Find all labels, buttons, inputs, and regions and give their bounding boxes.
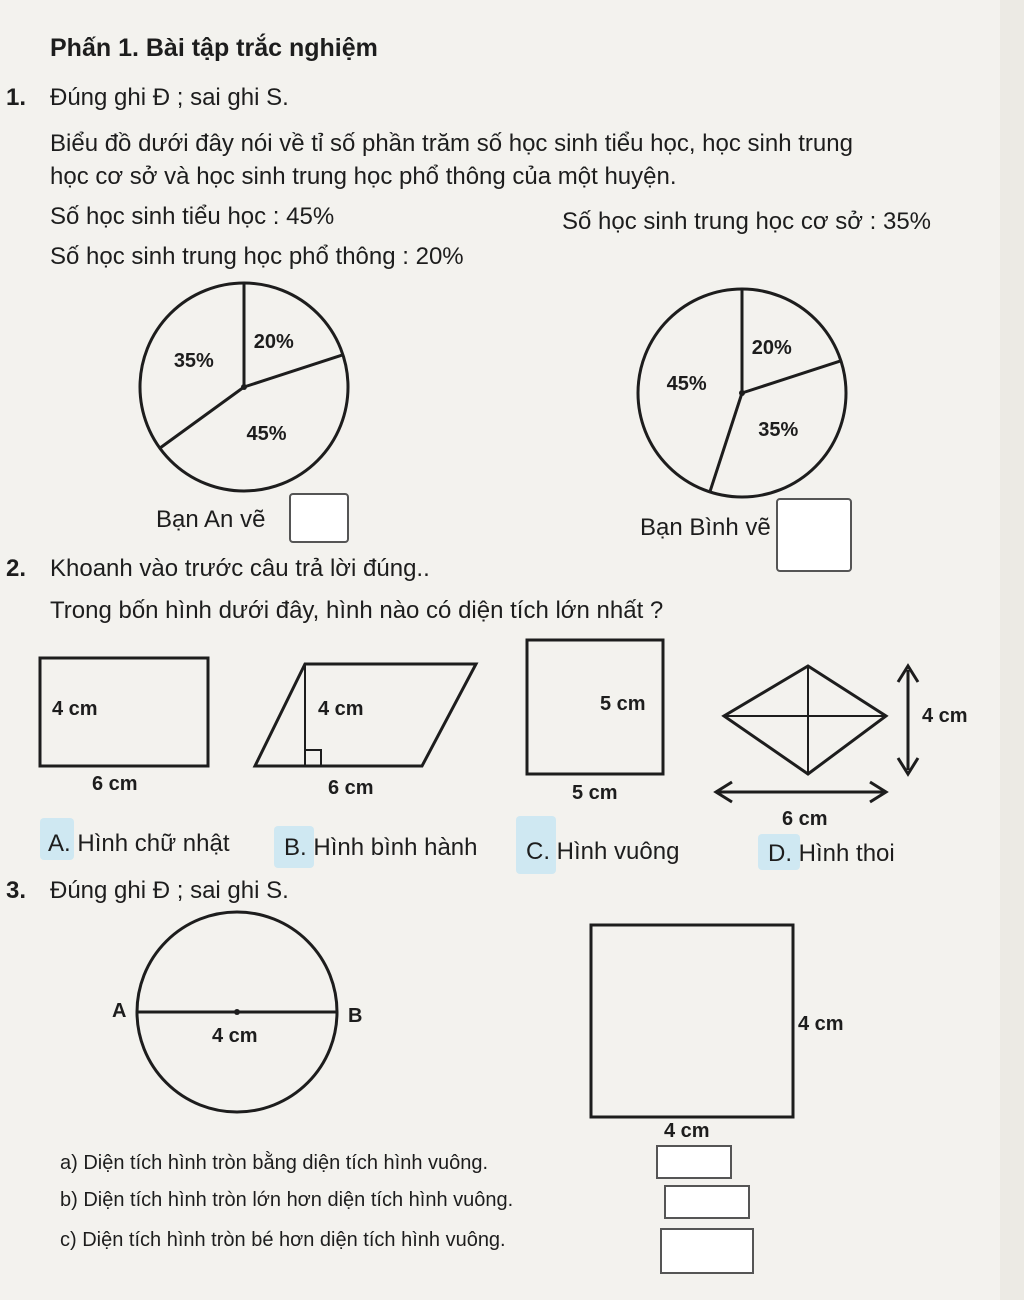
q2-instruction: Khoanh vào trước câu trả lời đúng.. bbox=[50, 555, 430, 582]
parallelogram-shape bbox=[255, 664, 476, 766]
q2-number: 2. bbox=[6, 555, 27, 582]
statement-c: c) Diện tích hình tròn bé hơn diện tích hình vuông. bbox=[60, 1229, 506, 1251]
statement-b: b) Diện tích hình tròn lớn hơn diện tích hình vuông. bbox=[60, 1189, 514, 1211]
q1-text-line2: học cơ sở và học sinh trung học phổ thông của một huyện. bbox=[50, 163, 677, 190]
q2-question: Trong bốn hình dưới đây, hình nào có diện tích lớn nhất ? bbox=[50, 597, 664, 624]
para-height-label: 4 cm bbox=[318, 698, 364, 720]
option-a[interactable] bbox=[48, 830, 230, 858]
point-b-label: B bbox=[348, 1005, 363, 1027]
pie-slice-border-an-2 bbox=[160, 387, 244, 448]
answer-box-binh[interactable] bbox=[776, 498, 852, 572]
q1-instruction: Đúng ghi Đ ; sai ghi S. bbox=[50, 84, 289, 111]
q1-text-line1: Biểu đồ dưới đây nói về tỉ số phần trăm số học sinh tiểu học, học sinh trung bbox=[50, 130, 853, 157]
circle-center bbox=[234, 1009, 240, 1015]
pie-label-an-0: 20% bbox=[253, 331, 294, 354]
chart-binh-caption: Bạn Bình vẽ bbox=[640, 514, 771, 541]
q3-instruction: Đúng ghi Đ ; sai ghi S. bbox=[50, 877, 289, 904]
pie-label-binh-1: 35% bbox=[758, 419, 799, 442]
rect-width-label: 6 cm bbox=[92, 773, 138, 795]
right-angle-mark bbox=[305, 750, 321, 766]
answer-box-a[interactable] bbox=[656, 1145, 732, 1179]
pie-chart-an bbox=[140, 283, 348, 491]
option-c-text: Hình vuông bbox=[556, 838, 680, 865]
pie-label-an-1: 45% bbox=[246, 423, 287, 446]
pie-slice-border-an-1 bbox=[244, 355, 343, 387]
q1-fact-high: Số học sinh trung học phổ thông : 20% bbox=[50, 243, 464, 270]
statement-a: a) Diện tích hình tròn bằng diện tích hình vuông. bbox=[60, 1152, 489, 1174]
answer-box-an[interactable] bbox=[289, 493, 349, 543]
pie-label-binh-0: 20% bbox=[751, 337, 792, 360]
q3-square-bottom-label: 4 cm bbox=[664, 1120, 710, 1142]
pie-label-binh-2: 45% bbox=[666, 372, 707, 395]
answer-box-c[interactable] bbox=[660, 1228, 754, 1274]
option-d-letter: D. bbox=[768, 840, 792, 867]
rect-height-label: 4 cm bbox=[52, 698, 98, 720]
pie-center-an bbox=[241, 384, 247, 390]
diameter-label: 4 cm bbox=[212, 1025, 258, 1047]
section-title: Phấn 1. Bài tập trắc nghiệm bbox=[50, 34, 378, 62]
chart-an-caption: Bạn An vẽ bbox=[156, 506, 266, 533]
q3-square-right-label: 4 cm bbox=[798, 1013, 844, 1035]
pie-slice-border-binh-1 bbox=[742, 361, 841, 393]
q3-number: 3. bbox=[6, 877, 27, 904]
option-b[interactable] bbox=[284, 834, 478, 862]
para-base-label: 6 cm bbox=[328, 777, 374, 799]
answer-box-b[interactable] bbox=[664, 1185, 750, 1219]
option-b-text: Hình bình hành bbox=[313, 834, 478, 861]
q1-fact-primary: Số học sinh tiểu học : 45% bbox=[50, 203, 335, 230]
q1-fact-middle: Số học sinh trung học cơ sở : 35% bbox=[562, 208, 931, 235]
rhombus-vertical-label: 4 cm bbox=[922, 705, 968, 727]
pie-label-an-2: 35% bbox=[173, 350, 214, 373]
option-c-letter: C. bbox=[526, 838, 550, 865]
option-d-text: Hình thoi bbox=[798, 840, 895, 867]
pie-slice-border-binh-2 bbox=[710, 393, 742, 492]
option-a-letter: A. bbox=[48, 830, 71, 857]
rhombus-shape bbox=[724, 666, 886, 774]
option-b-letter: B. bbox=[284, 834, 307, 861]
q3-square-shape bbox=[591, 925, 793, 1117]
rhombus-horizontal-label: 6 cm bbox=[782, 808, 828, 830]
square-side-bottom-label: 5 cm bbox=[572, 782, 618, 804]
point-a-label: A bbox=[112, 1000, 127, 1022]
q1-number: 1. bbox=[6, 84, 27, 111]
square-side-right-label: 5 cm bbox=[600, 693, 646, 715]
option-c[interactable] bbox=[526, 838, 679, 866]
option-d[interactable] bbox=[768, 840, 895, 868]
option-a-text: Hình chữ nhật bbox=[77, 830, 230, 857]
pie-center-binh bbox=[739, 390, 745, 396]
